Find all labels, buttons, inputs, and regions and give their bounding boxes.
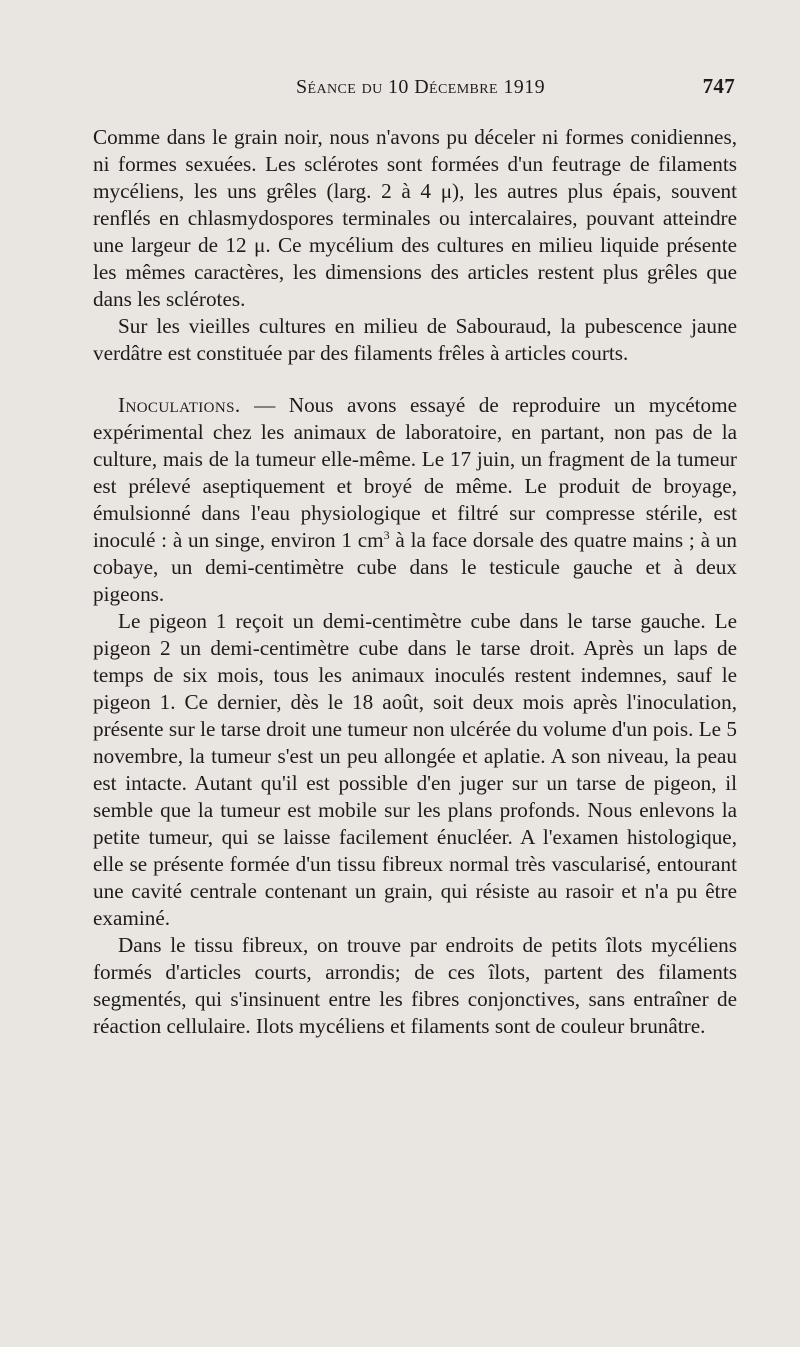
running-head — [290, 70, 735, 104]
paragraph-5: Dans le tissu fibreux, on trouve par endroits de petits îlots mycéliens formés d'articles courts, arrondis; de ces îlots, partent des filaments segmentés, qui s'insinuent entre les fibres conjonctives, sans entraîner de réaction cellulaire. Ilots mycéliens et filaments sont de couleur brunâtre. — [93, 933, 737, 1038]
superscript-3: 3 — [383, 527, 390, 542]
paragraph-2: Sur les vieilles cultures en milieu de Sabouraud, la pubescence jaune verdâtre est constituée par des filaments frêles à articles courts. — [93, 314, 737, 365]
body-text — [93, 124, 737, 1040]
paragraph-3-text-b: à la face dorsale des quatre mains ; à un cobaye, un demi-centimètre cube dans le testicule gauche et à deux pigeons. — [93, 528, 738, 606]
paragraph-1: Comme dans le grain noir, nous n'avons pu déceler ni formes conidiennes, ni formes sexuées. Les sclérotes sont formées d'un feutrage de filaments mycéliens, les uns grêles (larg. 2 à 4 μ), les autres plus épais, souvent renflés en chlasmydospores terminales ou intercalaires, pouvant atteindre une largeur de 12 μ. Ce mycélium des cultures en milieu liquide présente les mêmes caractères, les dimensions des articles restent plus grêles que dans les sclérotes. — [93, 125, 737, 311]
paragraph-3 — [93, 392, 737, 608]
page-number: 747 — [702, 74, 735, 98]
running-title: Séance du 10 Décembre 1919 — [296, 76, 545, 98]
section-heading-inoculations: Inoculations. — [118, 393, 241, 417]
paragraph-4: Le pigeon 1 reçoit un demi-centimètre cube dans le tarse gauche. Le pigeon 2 un demi-centimètre cube dans le tarse droit. Après un laps de temps de six mois, tous les animaux inoculés restent indemnes, sauf le pigeon 1. Ce dernier, dès le 18 août, soit deux mois après l'inoculation, présente sur le tarse droit une tumeur non ulcérée du volume d'un pois. Le 5 novembre, la tumeur s'est un peu allongée et aplatie. A son niveau, la peau est intacte. Autant qu'il est possible d'en juger sur un tarse de pigeon, il semble que la tumeur est mobile sur les plans profonds. Nous enlevons la petite tumeur, qui se laisse facilement énucléer. A l'examen histologique, elle se présente formée d'un tissu fibreux normal très vascularisé, entourant une cavité centrale contenant un grain, qui résiste au rasoir et n'a pu être examiné. — [93, 609, 737, 930]
paragraph-3-text-a: — Nous avons essayé de reproduire un mycétome expérimental chez les animaux de laboratoire, en partant, non pas de la culture, mais de la tumeur elle-même. Le 17 juin, un fragment de la tumeur est prélevé aseptiquement et broyé de même. Le produit de broyage, émulsionné dans l'eau physiologique et filtré sur compresse stérile, est inoculé : à un singe, environ 1 cm — [93, 393, 737, 552]
